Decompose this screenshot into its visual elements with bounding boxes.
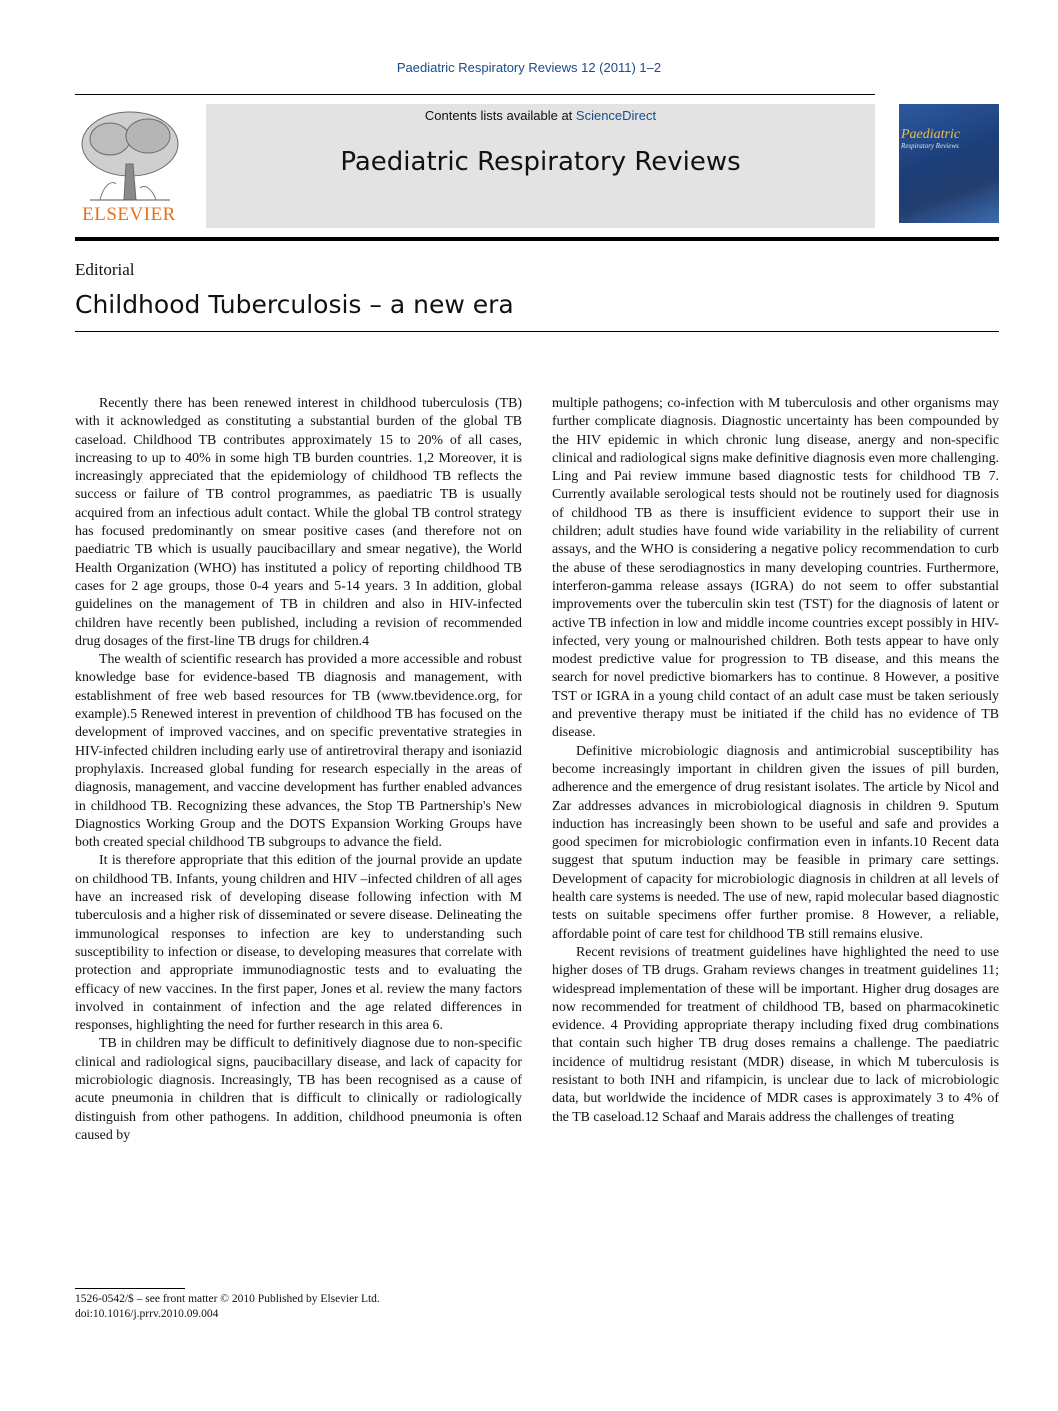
title-divider	[75, 331, 999, 332]
paragraph: The wealth of scientific research has provided a more accessible and robust knowledge base for evidence-based TB diagnosis and management, with establishment of free web based resources for TB (www.tbevidence.org, for example).5 Renewed interest in prevention of childhood TB has focused on the development of improved vaccines, and on specific preventative strategies in HIV-infected children including early use of antiretroviral therapy and isoniazid prophylaxis. Increased global funding for research especially in the areas of diagnosis, management, and vaccine development has further enabled advances in childhood TB. Recognizing these advances, the Stop TB Partnership's New Diagnostics Working Group and the DOTS Expansion Working Groups have both created special childhood TB subgroups to advance the field.	[75, 652, 522, 851]
header-divider	[75, 237, 999, 241]
article-type: Editorial	[75, 260, 135, 279]
doi-link[interactable]: doi:10.1016/j.prrv.2010.09.004	[75, 1308, 219, 1320]
paragraph: Recent revisions of treatment guidelines have highlighted the need to use higher doses of TB drugs. Graham reviews changes in treatment guidelines 11; widespread implementation of these will be important. Higher drug dosages are now recommended for treatment of childhood TB, based on pharmacokinetic evidence. 4 Providing appropriate therapy including fixed drug combinations that contain such higher TB drug doses remains a challenge. The paediatric incidence of multidrug resistant (MDR) disease, in which M tuberculosis is resistant to both INH and rifampicin, is unclear due to lack of microbiologic data, but worldwide the incidence of MDR cases is approximately 3 to 4% of the TB caseload.12 Schaaf and Marais address the challenges of treating	[552, 944, 999, 1125]
article-title: Childhood Tuberculosis – a new era	[75, 290, 514, 319]
front-matter-line: 1526-0542/$ – see front matter © 2010 Published by Elsevier Ltd.	[75, 1293, 380, 1305]
top-rule	[75, 94, 875, 95]
journal-title: Paediatric Respiratory Reviews	[340, 147, 741, 177]
body-column-left	[75, 395, 522, 1276]
publisher-wordmark: ELSEVIER	[82, 204, 176, 225]
footer	[75, 1292, 380, 1322]
sciencedirect-link[interactable]: ScienceDirect	[575, 108, 657, 123]
contents-line	[206, 108, 875, 123]
journal-cover-image[interactable]	[899, 104, 999, 223]
journal-reference[interactable]: Paediatric Respiratory Reviews 12 (2011) 1–2	[396, 60, 662, 75]
paragraph: Recently there has been renewed interest in childhood tuberculosis (TB) with it acknowledged as constituting a substantial burden of the global TB caseload. Childhood TB contributes approximately 15 to 20% of all cases, increasing to up to 40% in some high TB burden countries. 1,2 Moreover, it is increasingly appreciated that the epidemiology of childhood TB reflects the success or failure of TB control programmes, as paediatric TB is usually acquired from an infectious adult contact. While the global TB control strategy has focused predominantly on smear positive cases (and therefore not on paediatric TB which is usually paucibacillary and smear negative), the World Health Organization (WHO) has instituted a policy of reporting childhood TB cases for 2 age groups, those 0-4 years and 5-14 years. 3 In addition, global guidelines on the management of TB in children and also in HIV-infected children have recently been published, including a revision of recommended drug dosages of the first-line TB drugs for children.4	[75, 396, 522, 649]
paragraph: It is therefore appropriate that this edition of the journal provide an update on childhood TB. Infants, young children and HIV –infected children of all ages have an increased risk of developing disease following infection with M tuberculosis and a higher risk of disseminated or severe disease. Delineating the immunological responses to infection are key to understanding such susceptibility to infection or disease, to developing measures that correlate with protection and appropriate immunodiagnostic tests and to evaluating the efficacy of new vaccines. In the first paper, Jones et al. review the many factors involved in containment of infection and the age related differences in responses, highlighting the need for further research in this area 6.	[75, 853, 522, 1034]
paragraph: TB in children may be difficult to definitively diagnose due to non-specific clinical and radiological signs, paucibacillary disease, and lack of capacity for microbiologic diagnosis. Increasingly, TB has been recognised as a cause of acute pneumonia in children that is difficult to clinically or radiologically distinguish from other pathogens. In addition, childhood pneumonia is often caused by	[75, 1036, 522, 1143]
paragraph: Definitive microbiologic diagnosis and antimicrobial susceptibility has become increasingly important in children given the issues of pill burden, adherence and the emergence of drug resistant isolates. The article by Nicol and Zar addresses advances in microbiological diagnosis in children 9. Sputum induction has increasingly been shown to be useful and safe and provides a good specimen for microbiologic confirmation even in infants.10 Recent data suggest that sputum induction may be feasible in primary care settings. Development of capacity for microbiologic diagnosis in children at all levels of health care systems is needed. The use of new, rapid molecular based diagnostic tests on suitable specimens offer further promise. 8 However, a reliable, affordable point of care test for childhood TB still remains elusive.	[552, 743, 999, 942]
paragraph: multiple pathogens; co-infection with M tuberculosis and other organisms may further complicate diagnosis. Diagnostic uncertainty has been compounded by the HIV epidemic in which chronic lung disease, anergy and non-specific clinical and radiological signs make definitive diagnosis even more challenging. Ling and Pai review immune based diagnostic tests for childhood TB 7. Currently available serological tests should not be routinely used for diagnosis of childhood TB as there is insufficient evidence to support their use in children; adult studies have found wide variability in the reliability of current assays, and the WHO is considering a negative policy recommendation to curb the abuse of these serodiagnostics in many developing countries. Furthermore, interferon-gamma release assays (IGRA) do not seem to offer substantial improvements over the tuberculin skin test (TST) for the diagnosis of latent or active TB infection in low and middle income countries except possibly in HIV-infected, very young or malnourished children. Both tests appear to have only modest predictive value for progression to TB disease, and this means the search for novel predictive biomarkers has to continue. 8 However, a positive TST or IGRA in a young child contact of an adult case must be taken seriously and preventive therapy must be initiated if the child has no evidence of TB disease.	[552, 396, 999, 741]
body-column-right	[552, 395, 999, 1276]
contents-prefix: Contents lists available at	[424, 108, 576, 123]
cover-subtitle: Respiratory Reviews	[901, 142, 959, 150]
footer-rule	[75, 1288, 185, 1289]
cover-title: Paediatric	[901, 127, 961, 142]
